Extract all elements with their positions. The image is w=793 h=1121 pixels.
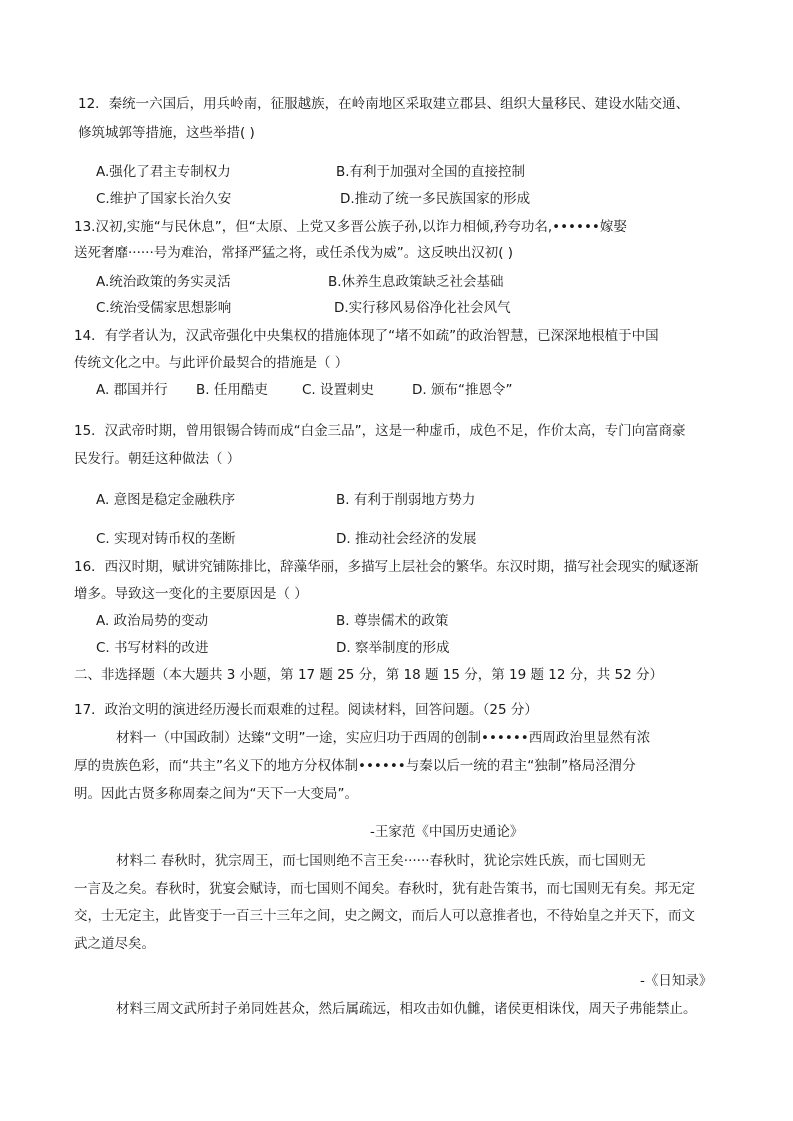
q16-stem-line2: 增多。导致这一变化的主要原因是（ ） (74, 586, 308, 602)
q16-option-b: B. 尊崇儒术的政策 (336, 613, 449, 629)
q16-option-a: A. 政治局势的变动 (96, 613, 209, 629)
q15-stem-line2: 民发行。朝廷这种做法（ ） (74, 451, 241, 467)
q14-option-d: D. 颁布“推恩令” (412, 382, 513, 398)
q17-material2-line2: 一言及之矣。春秋时，犹宴会赋诗，而七国则不闻矣。春秋时，犹有赴告策书，而七国则无有矣。邦无定 (74, 881, 695, 897)
q13-option-a: A.统治政策的务实灵活 (96, 274, 231, 290)
q17-material1-line1: 材料一（中国政制）达臻“文明”一途，实应归功于西周的创制••••••西周政治里显然有浓 (116, 730, 651, 746)
q12-option-b: B.有利于加强对全国的直接控制 (336, 164, 526, 180)
q17-material2-line3: 交，士无定主，此皆变于一百三十三年之间，史之阙文，而后人可以意推者也，不待始皇之并天下，而文 (74, 908, 695, 924)
q17-material2-line4: 武之道尽矣。 (74, 936, 155, 952)
q15-stem-line1: 15．汉武帝时期，曾用银锡合铸而成“白金三品”，这是一种虚币，成色不足，作价太高，专门向富商豪 (74, 423, 686, 439)
q17-material2-line1: 材料二 春秋时，犹宗周王，而七国则绝不言王矣······春秋时，犹论宗姓氏族，而七国则无 (116, 853, 646, 869)
q15-option-c: C. 实现对铸币权的垄断 (96, 531, 236, 547)
q14-option-c: C. 设置刺史 (302, 382, 375, 398)
q14-stem-line1: 14．有学者认为，汉武帝强化中央集权的措施体现了“堵不如疏”的政治智慧，已深深地根植于中国 (74, 328, 659, 344)
q12-stem-line1: 12．秦统一六国后，用兵岭南，征服越族，在岭南地区采取建立郡县、组织大量移民、建设水陆交通、 (78, 96, 690, 112)
q15-option-a: A. 意图是稳定金融秩序 (96, 492, 236, 508)
q15-option-d: D. 推动社会经济的发展 (336, 531, 477, 547)
q14-option-b: B. 任用酷吏 (196, 382, 268, 398)
q17-material1-line2: 厚的贵族色彩，而“共主”名义下的地方分权体制••••••与秦以后一统的君主“独制”格局泾渭分 (74, 758, 636, 774)
q16-stem-line1: 16．西汉时期，赋讲究铺陈排比，辞藻华丽，多描写上层社会的繁华。东汉时期，描写社会现实的赋逐渐 (74, 559, 699, 575)
q17-material3-line1: 材料三周文武所封子弟同姓甚众，然后属疏远，相攻击如仇雠，诸侯更相诛伐，周天子弗能禁止。 (116, 1001, 697, 1017)
q13-option-c: C.统治受儒家思想影响 (96, 300, 232, 316)
q14-stem-line2: 传统文化之中。与此评价最契合的措施是（ ） (74, 355, 349, 371)
q14-option-a: A. 郡国并行 (96, 382, 168, 398)
q12-option-a: A.强化了君主专制权力 (96, 164, 231, 180)
q15-option-b: B. 有利于削弱地方势力 (336, 492, 476, 508)
q17-material2-source: -《日知录》 (640, 973, 713, 989)
q17-material1-source: -王家范《中国历史通论》 (370, 824, 524, 840)
q12-stem-line2: 修筑城郭等措施，这些举措( ) (78, 125, 255, 141)
q12-option-d: D.推动了统一多民族国家的形成 (340, 191, 531, 207)
q17-stem: 17．政治文明的演进经历漫长而艰难的过程。阅读材料，回答问题。（25 分） (74, 702, 538, 718)
q16-option-c: C. 书写材料的改进 (96, 640, 209, 656)
q13-stem-line1: 13.汉初,实施“与民休息”，但“太原、上党又多晋公族子孙,以诈力相倾,矜夸功名,••••••嫁娶 (74, 219, 627, 235)
q13-option-d: D.实行移风易俗净化社会风气 (334, 300, 511, 316)
q13-option-b: B.休养生息政策缺乏社会基础 (328, 274, 504, 290)
q17-material1-line3: 明。因此古贤多称周秦之间为“天下一大变局”。 (74, 786, 358, 802)
q12-option-c: C.维护了国家长治久安 (96, 191, 232, 207)
q13-stem-line2: 送死奢靡······号为难治，常择严猛之将，或任杀伐为威”。这反映出汉初( ) (74, 245, 514, 261)
section-heading: 二、非选择题（本大题共 3 小题，第 17 题 25 分，第 18 题 15 分，第 19 题 12 分，共 52 分） (74, 667, 663, 683)
q16-option-d: D. 察举制度的形成 (336, 640, 450, 656)
